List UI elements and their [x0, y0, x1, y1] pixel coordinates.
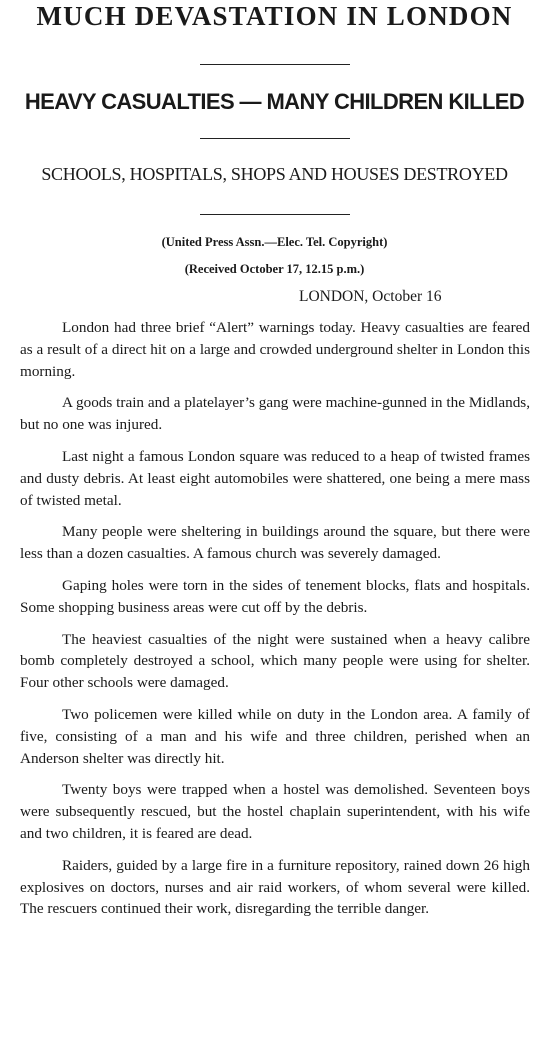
tertiary-headline: SCHOOLS, HOSPITALS, SHOPS AND HOUSES DESTROYED [41, 164, 508, 184]
paragraph: Gaping holes were torn in the sides of tenement blocks, flats and hospitals. Some shopping business areas were cut off by the debris. [20, 576, 530, 616]
paragraph: Two policemen were killed while on duty in the London area. A family of five, consisting of a man and his wife and three children, perished when an Anderson shelter was directly hit. [20, 705, 530, 767]
headline-divider-1 [200, 64, 350, 65]
paragraph: The heaviest casualties of the night were sustained when a heavy calibre bomb completely destroyed a school, which many people were using for shelter. Four other schools were damaged. [20, 630, 530, 692]
article-body [20, 317, 530, 930]
paragraph: Raiders, guided by a large fire in a furniture repository, rained down 26 high explosives on doctors, nurses and air raid workers, of whom several were killed. The rescuers continued their work, disregarding the terrible danger. [20, 856, 530, 918]
paragraph: Last night a famous London square was reduced to a heap of twisted frames and dusty debris. At least eight automobiles were shattered, one being a mere mass of twisted metal. [20, 447, 530, 509]
headline-divider-2 [200, 138, 350, 139]
paragraph: A goods train and a platelayer’s gang were machine-gunned in the Midlands, but no one was injured. [20, 394, 530, 434]
secondary-headline: HEAVY CASUALTIES — MANY CHILDREN KILLED [24, 89, 525, 114]
paragraph: Twenty boys were trapped when a hostel was demolished. Seventeen boys were subsequently rescued, but the hostel chaplain superintendent, with his wife and two children, it is feared are dead. [20, 781, 530, 842]
paragraph: London had three brief “Alert” warnings today. Heavy casualties are feared as a result of a direct hit on a large and crowded underground shelter in London this morning. [20, 319, 530, 380]
dateline: LONDON, October 16 [299, 288, 442, 305]
received-time: (Received October 17, 12.15 p.m.) [184, 262, 365, 276]
main-headline: MUCH DEVASTATION IN LONDON [36, 1, 513, 31]
paragraph: Many people were sheltering in buildings around the square, but there were less than a dozen casualties. A famous church was severely damaged. [20, 523, 530, 563]
press-credit: (United Press Assn.—Elec. Tel. Copyright) [161, 235, 388, 249]
headline-divider-3 [200, 214, 350, 215]
